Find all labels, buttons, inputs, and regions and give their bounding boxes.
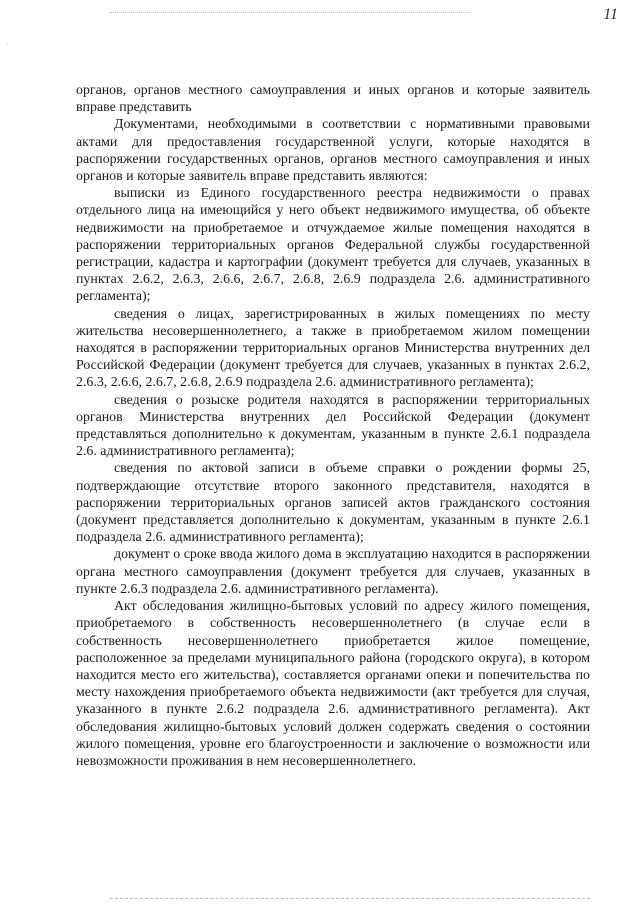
paragraph-continuation: органов, органов местного самоуправления и иных органов и которые заявитель вправе представить <box>76 83 590 116</box>
document-body <box>76 82 590 770</box>
paragraph-egrn-extract: выписки из Единого государственного реестра недвижимости о правах отдельного лица на имеющийся у него объект недвижимого имущества, об объекте недвижимости на приобретаемое и отчуждаемое жилые помещения находятся в распоряжении территориальных органов Федеральной службы государственной регистрации, кадастра и картографии (документ требуется для случаев, указанных в пунктах 2.6.2, 2.6.3, 2.6.6, 2.6.7, 2.6.8, 2.6.9 подраздела 2.6. административного регламента); <box>76 186 590 305</box>
page-number: 11 <box>603 6 618 23</box>
paragraph-documents-intro: Документами, необходимыми в соответствии с нормативными правовыми актами для предоставления государственной услуги, которые находятся в распоряжении государственных органов, органов местного самоуправления и иных органов и которые заявитель вправе представить являются: <box>76 117 590 185</box>
scan-artifact-bottom <box>110 898 590 899</box>
paragraph-registered-persons: сведения о лицах, зарегистрированных в жилых помещениях по месту жительства несовершеннолетнего, а также в приобретаемом жилом помещении находятся в распоряжении территориальных органов Министерства внутренних дел Российской Федерации (документ требуется для случаев, указанных в пунктах 2.6.2, 2.6.3, 2.6.6, 2.6.7, 2.6.8, 2.6.9 подраздела 2.6. административного регламента); <box>76 306 590 391</box>
paragraph-inspection-act: Акт обследования жилищно-бытовых условий по адресу жилого помещения, приобретаемого в собственность несовершеннолетнего (в случае если в собственность несовершеннолетнего приобретается жилое помещение, расположенное за пределами муниципального района (городского округа), в котором находится место его жительства), составляется органами опеки и попечительства по месту нахождения приобретаемого объекта недвижимости (акт требуется для случая, указанного в пункте 2.6.2 подраздела 2.6. административного регламента). Акт обследования жилищно-бытовых условий должен содержать сведения о состоянии жилого помещения, уровне его благоустроенности и заключение о возможности или невозможности проживания в нем несовершеннолетнего. <box>76 599 590 769</box>
scan-artifact-top <box>110 12 470 21</box>
paragraph-civil-record: сведения по актовой записи в объеме справки о рождении формы 25, подтверждающие отсутствие второго законного представителя, находятся в распоряжении территориальных органов записей актов гражданского состояния (документ представляется дополнительно к документам, указанным в пункте 2.6.1 подраздела 2.6. административного регламента); <box>76 461 590 546</box>
scan-artifact-left: · <box>6 40 9 49</box>
paragraph-commissioning-date: документ о сроке ввода жилого дома в эксплуатацию находится в распоряжении органа местного самоуправления (документ требуется для случаев, указанных в пункте 2.6.3 подраздела 2.6. административного регламента). <box>76 547 590 597</box>
paragraph-parent-search: сведения о розыске родителя находятся в распоряжении территориальных органов Министерства внутренних дел Российской Федерации (документ представляться дополнительно к документам, указанным в пункте 2.6.1 подраздела 2.6. административного регламента); <box>76 392 590 460</box>
